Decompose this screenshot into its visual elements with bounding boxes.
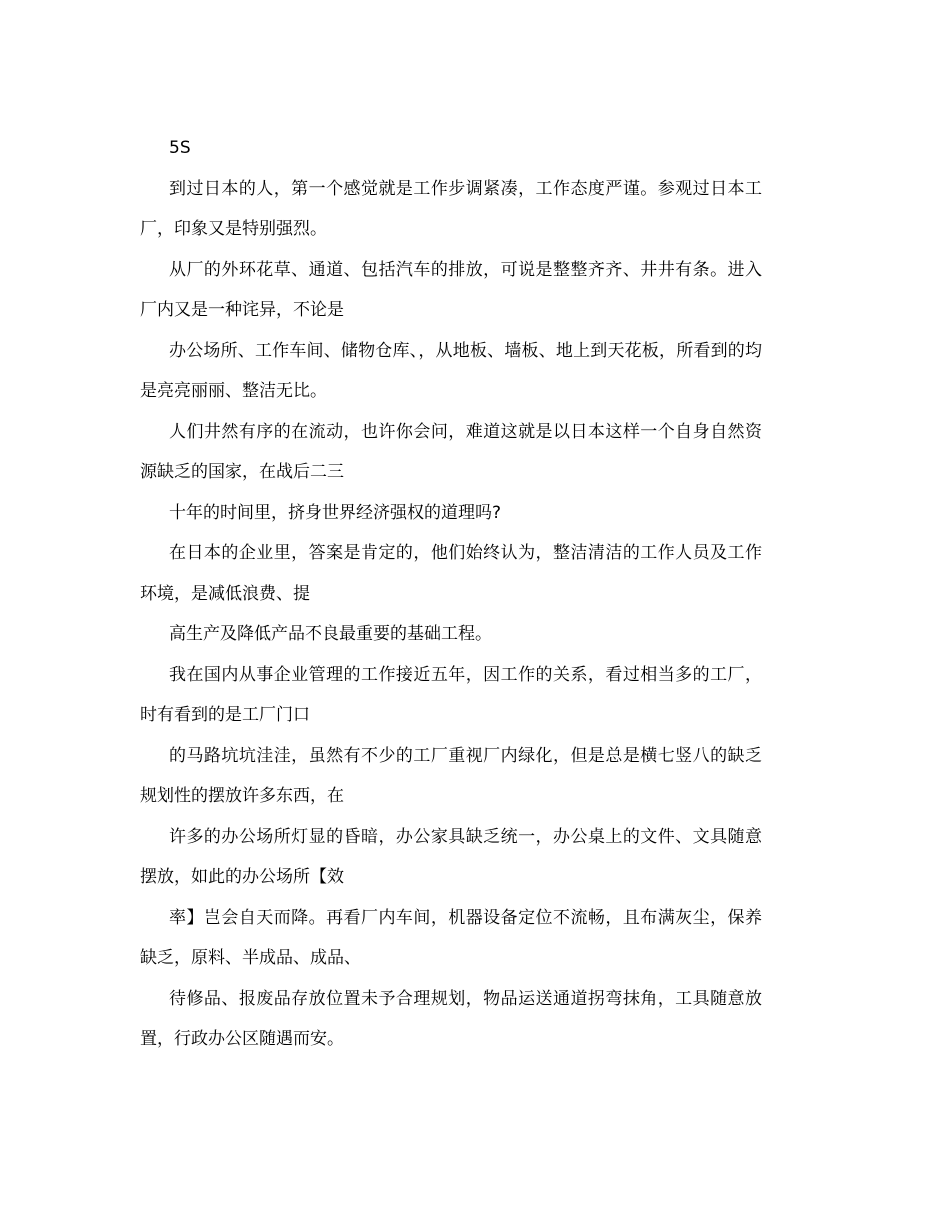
paragraph: 人们井然有序的在流动，也许你会问，难道这就是以日本这样一个自身自然资源缺乏的国家，在战后二三 [140,421,762,482]
paragraph: 高生产及降低产品不良最重要的基础工程。 [169,624,492,644]
paragraph: 到过日本的人，第一个感觉就是工作步调紧凑，工作态度严谨。参观过日本工厂，印象又是特别强烈。 [140,178,762,239]
paragraph: 的马路坑坑洼洼，虽然有不少的工厂重视厂内绿化，但是总是横七竖八的缺乏规划性的摆放许多东西，在 [140,745,762,806]
paragraph: 在日本的企业里，答案是肯定的，他们始终认为，整洁清洁的工作人员及工作环境，是减低浪费、提 [140,543,762,604]
paragraph: 率】岂会自天而降。再看厂内车间，机器设备定位不流畅，且布满灰尘，保养缺乏，原料、半成品、成品、 [140,907,762,968]
paragraph: 待修品、报废品存放位置未予合理规划，物品运送通道拐弯抹角，工具随意放置，行政办公区随遇而安。 [140,988,762,1049]
document-body [140,128,762,1060]
paragraph: 许多的办公场所灯显的昏暗，办公家具缺乏统一，办公桌上的文件、文具随意摆放，如此的办公场所【效 [140,826,762,887]
paragraph: 从厂的外环花草、通道、包括汽车的排放，可说是整整齐齐、井井有条。进入厂内又是一种诧异，不论是 [140,259,762,320]
paragraph: 十年的时间里，挤身世界经济强权的道理吗? [169,502,502,523]
paragraph-title: 5S [169,138,191,158]
paragraph: 我在国内从事企业管理的工作接近五年，因工作的关系，看过相当多的工厂，时有看到的是工厂门口 [140,664,762,725]
paragraph: 办公场所、工作车间、储物仓库、，从地板、墙板、地上到天花板，所看到的均是亮亮丽丽、整洁无比。 [140,340,762,401]
